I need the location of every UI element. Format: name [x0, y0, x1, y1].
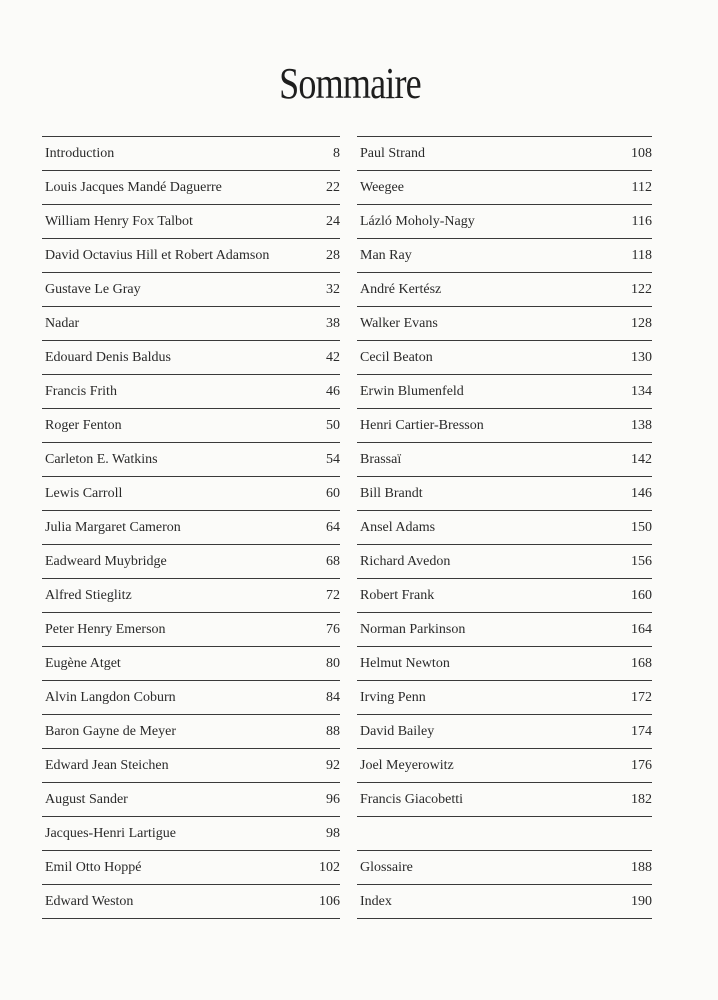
toc-entry: [42, 715, 340, 749]
toc-entry-name: André Kertész: [360, 281, 442, 297]
toc-entry-name: Norman Parkinson: [360, 621, 466, 637]
toc-entry-name: Walker Evans: [360, 315, 438, 331]
toc-right-column: [357, 136, 652, 919]
toc-entry-name: Nadar: [45, 315, 80, 331]
toc-entry: [42, 341, 340, 375]
toc-entry-name: Alfred Stieglitz: [45, 587, 132, 603]
toc-entry-page: 150: [631, 519, 652, 535]
toc-entry-page: 72: [326, 587, 340, 603]
toc-entry: [42, 273, 340, 307]
toc-entry: [42, 783, 340, 817]
toc-entry: [42, 851, 340, 885]
toc-entry-name: David Bailey: [360, 723, 435, 739]
toc-entry: [42, 205, 340, 239]
toc-entry-page: 50: [326, 417, 340, 433]
toc-entry-page: 76: [326, 621, 340, 637]
toc-entry: [357, 783, 652, 817]
toc-entry-page: 112: [631, 179, 652, 195]
toc-entry: [357, 647, 652, 681]
toc-entry: [357, 715, 652, 749]
toc-entry-name: William Henry Fox Talbot: [45, 213, 193, 229]
toc-entry-page: 28: [326, 247, 340, 263]
toc-entry-name: Cecil Beaton: [360, 349, 433, 365]
page-title: Sommaire: [279, 59, 421, 108]
toc-entry-name: Gustave Le Gray: [45, 281, 141, 297]
toc-entry-page: 168: [631, 655, 652, 671]
toc-left-column: [42, 136, 340, 919]
toc-entry-page: 60: [326, 485, 340, 501]
toc-entry-page: 88: [326, 723, 340, 739]
toc-entry-page: 188: [631, 859, 652, 875]
toc-entry-name: Joel Meyerowitz: [360, 757, 454, 773]
toc-entry-page: 130: [631, 349, 652, 365]
toc-entry-name: Roger Fenton: [45, 417, 122, 433]
toc-entry-name: Francis Frith: [45, 383, 117, 399]
toc-entry: [357, 273, 652, 307]
toc-entry-name: Helmut Newton: [360, 655, 450, 671]
toc-entry: [42, 647, 340, 681]
toc-entry-name: Weegee: [360, 179, 404, 195]
toc-entry-page: 172: [631, 689, 652, 705]
toc-entry-name: Henri Cartier-Bresson: [360, 417, 484, 433]
toc-entry-page: 122: [631, 281, 652, 297]
toc-entry: [42, 817, 340, 851]
toc-entry-name: Richard Avedon: [360, 553, 451, 569]
toc-entry: [42, 477, 340, 511]
toc-entry: [42, 579, 340, 613]
toc-entry: [357, 307, 652, 341]
toc-entry: [357, 239, 652, 273]
toc-entry: [357, 545, 652, 579]
toc-entry-page: 142: [631, 451, 652, 467]
toc-entry-page: 96: [326, 791, 340, 807]
toc-entry: [357, 885, 652, 919]
toc-entry: [42, 137, 340, 171]
toc-entry-name: Bill Brandt: [360, 485, 423, 501]
toc-entry-page: 84: [326, 689, 340, 705]
toc-entry: [357, 681, 652, 715]
toc-entry-name: Index: [360, 893, 392, 909]
toc-entry-name: Eugène Atget: [45, 655, 121, 671]
toc-entry-name: Carleton E. Watkins: [45, 451, 158, 467]
toc-entry-page: 68: [326, 553, 340, 569]
toc-entry: [42, 443, 340, 477]
toc-entry-page: 32: [326, 281, 340, 297]
toc-entry-page: 108: [631, 145, 652, 161]
toc-entry-name: Paul Strand: [360, 145, 425, 161]
toc-entry-name: Introduction: [45, 145, 115, 161]
toc-entry-page: 106: [319, 893, 340, 909]
toc-entry-page: 54: [326, 451, 340, 467]
toc-entry-name: Francis Giacobetti: [360, 791, 464, 807]
toc-entry-name: Irving Penn: [360, 689, 426, 705]
toc-entry-page: 164: [631, 621, 652, 637]
toc-entry: [357, 409, 652, 443]
toc-entry: [42, 885, 340, 919]
toc-entry: [42, 681, 340, 715]
toc-entry: [357, 477, 652, 511]
toc-entry-name: Peter Henry Emerson: [45, 621, 166, 637]
toc-entry-name: Jacques-Henri Lartigue: [45, 825, 176, 841]
toc-entry: [42, 307, 340, 341]
toc-entry-name: Baron Gayne de Meyer: [45, 723, 177, 739]
toc-entry: [42, 409, 340, 443]
toc-entry-name: Robert Frank: [360, 587, 435, 603]
toc-entry-page: 80: [326, 655, 340, 671]
toc-entry: [357, 375, 652, 409]
toc-entry-page: 64: [326, 519, 340, 535]
toc-entry-page: 138: [631, 417, 652, 433]
toc-entry: [357, 341, 652, 375]
toc-entry-page: 134: [631, 383, 652, 399]
toc-entry-name: Lewis Carroll: [45, 485, 123, 501]
toc-entry-name: Lázló Moholy-Nagy: [360, 213, 475, 229]
toc-entry: [42, 749, 340, 783]
toc-entry-name: Julia Margaret Cameron: [45, 519, 181, 535]
toc-entry-page: 176: [631, 757, 652, 773]
toc-entry: [357, 137, 652, 171]
toc-entry-page: 46: [326, 383, 340, 399]
toc-entry-page: 102: [319, 859, 340, 875]
toc-entry-name: Edward Weston: [45, 893, 134, 909]
toc-entry: [357, 749, 652, 783]
toc-entry-name: Man Ray: [360, 247, 412, 263]
toc-entry: [357, 817, 652, 851]
toc-entry-name: Emil Otto Hoppé: [45, 859, 142, 875]
toc-entry-name: Edward Jean Steichen: [45, 757, 169, 773]
toc-entry-page: 190: [631, 893, 652, 909]
toc-entry-page: 116: [631, 213, 652, 229]
toc-entry-page: 42: [326, 349, 340, 365]
toc-entry-name: Alvin Langdon Coburn: [45, 689, 176, 705]
toc-entry-name: Ansel Adams: [360, 519, 436, 535]
toc-entry: [357, 443, 652, 477]
toc-entry-page: 160: [631, 587, 652, 603]
toc-entry: [42, 545, 340, 579]
toc-entry: [357, 613, 652, 647]
toc-entry: [42, 239, 340, 273]
toc-entry: [42, 613, 340, 647]
toc-entry-page: 156: [631, 553, 652, 569]
toc-entry-name: August Sander: [45, 791, 128, 807]
toc-entry-page: 182: [631, 791, 652, 807]
toc-entry-page: 146: [631, 485, 652, 501]
toc-entry-page: 98: [326, 825, 340, 841]
toc-entry-name: Eadweard Muybridge: [45, 553, 167, 569]
toc-entry: [42, 171, 340, 205]
toc-entry-name: David Octavius Hill et Robert Adamson: [45, 247, 270, 263]
toc-entry-page: 128: [631, 315, 652, 331]
toc-entry-page: 118: [631, 247, 652, 263]
toc-entry-page: 22: [326, 179, 340, 195]
toc-entry-name: Erwin Blumenfeld: [360, 383, 464, 399]
toc-entry-page: 8: [333, 145, 340, 161]
toc-entry-name: Glossaire: [360, 859, 413, 875]
toc-entry-page: 174: [631, 723, 652, 739]
toc-entry-name: Edouard Denis Baldus: [45, 349, 171, 365]
toc-entry: [357, 205, 652, 239]
toc-entry: [42, 375, 340, 409]
toc-entry-name: Louis Jacques Mandé Daguerre: [45, 179, 222, 195]
toc-entry: [357, 171, 652, 205]
toc-entry-page: 38: [326, 315, 340, 331]
toc-entry-name: Brassaï: [360, 451, 402, 467]
toc-entry: [357, 851, 652, 885]
toc-entry: [357, 511, 652, 545]
toc-entry: [42, 511, 340, 545]
toc-entry-page: 24: [326, 213, 340, 229]
toc-entry: [357, 579, 652, 613]
toc-entry-page: 92: [326, 757, 340, 773]
